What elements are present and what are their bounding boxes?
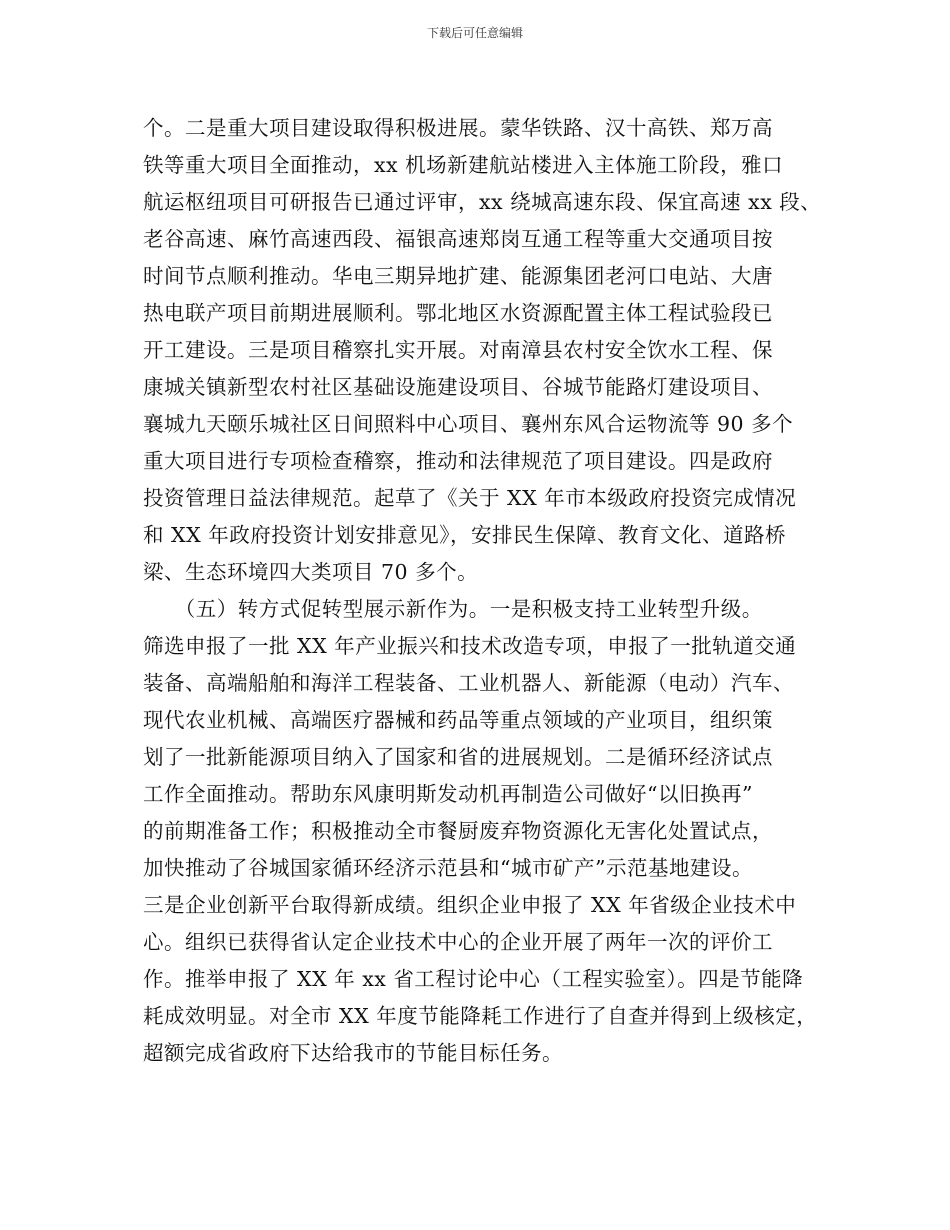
- text-line: 时间节点顺利推动。华电三期异地扩建、能源集团老河口电站、大唐: [143, 264, 773, 288]
- page-header: 下载后可任意编辑: [426, 26, 523, 40]
- text-line: 铁等重大项目全面推动，xx 机场新建航站楼进入主体施工阶段，雅口: [143, 153, 784, 177]
- text-line: 个。二是重大项目建设取得积极进展。蒙华铁路、汉十高铁、郑万高: [143, 116, 773, 140]
- text-line: 耗成效明显。对全市 XX 年度节能降耗工作进行了自查并得到上级核定，: [143, 1004, 818, 1028]
- text-line: 航运枢纽项目可研报告已通过评审，xx 绕城高速东段、保宜高速 xx 段、: [143, 190, 822, 214]
- text-line: 老谷高速、麻竹高速西段、福银高速郑岗互通工程等重大交通项目按: [143, 227, 773, 251]
- text-line: 超额完成省政府下达给我市的节能目标任务。: [143, 1041, 563, 1065]
- text-line: 和 XX 年政府投资计划安排意见》，安排民生保障、教育文化、道路桥: [143, 523, 786, 547]
- text-line: 开工建设。三是项目稽察扎实开展。对南漳县农村安全饮水工程、保: [143, 338, 773, 362]
- text-line: 重大项目进行专项检查稽察，推动和法律规范了项目建设。四是政府: [143, 449, 773, 473]
- text-line: 筛选申报了一批 XX 年产业振兴和技术改造专项，申报了一批轨道交通: [143, 634, 797, 658]
- text-line: 心。组织已获得省认定企业技术中心的企业开展了两年一次的评价工: [143, 930, 773, 954]
- text-line: 康城关镇新型农村社区基础设施建设项目、谷城节能路灯建设项目、: [143, 375, 773, 399]
- text-line: 划了一批新能源项目纳入了国家和省的进展规划。二是循环经济试点: [143, 745, 773, 769]
- text-line: 装备、高端船舶和海洋工程装备、工业机器人、新能源（电动）汽车、: [143, 671, 794, 695]
- text-line: 热电联产项目前期进展顺利。鄂北地区水资源配置主体工程试验段已: [143, 301, 773, 325]
- text-line: 加快推动了谷城国家循环经济示范县和“城市矿产”示范基地建设。: [143, 856, 753, 880]
- text-line: 作。推举申报了 XX 年 xx 省工程讨论中心（工程实验室）。四是节能降: [143, 967, 804, 991]
- text-line: （五）转方式促转型展示新作为。一是积极支持工业转型升级。: [143, 597, 763, 621]
- document-body: [143, 110, 843, 1072]
- text-line: 梁、生态环境四大类项目 70 多个。: [143, 560, 479, 584]
- text-line: 投资管理日益法律规范。起草了《关于 XX 年市本级政府投资完成情况: [143, 486, 797, 510]
- text-line: 三是企业创新平台取得新成绩。组织企业申报了 XX 年省级企业技术中: [143, 893, 797, 917]
- text-line: 襄城九天颐乐城社区日间照料中心项目、襄州东风合运物流等 90 多个: [143, 412, 794, 436]
- text-line: 工作全面推动。帮助东风康明斯发动机再制造公司做好“以旧换再”: [143, 782, 753, 806]
- text-line: 现代农业机械、高端医疗器械和药品等重点领域的产业项目，组织策: [143, 708, 773, 732]
- text-line: 的前期准备工作；积极推动全市餐厨废弃物资源化无害化处置试点，: [143, 819, 773, 843]
